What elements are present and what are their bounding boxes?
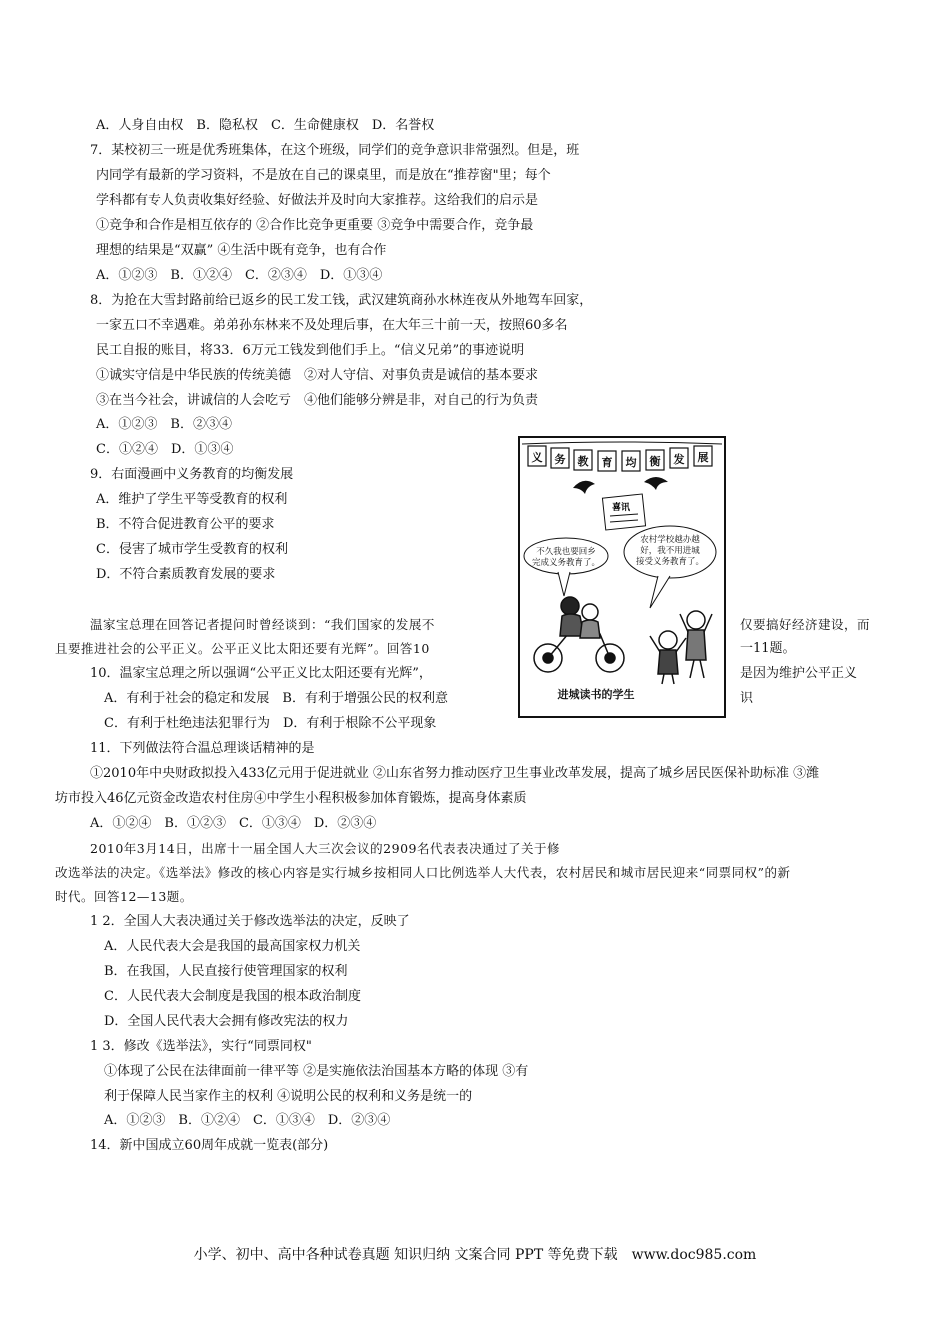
q13-statement-line: ①体现了公民在法律面前一律平等 ②是实施依法治国基本方略的体现 ③有 (104, 1064, 529, 1079)
news-sign (602, 494, 645, 530)
q13-options: A．①②③ B．①②④ C．①③④ D．②③④ (104, 1113, 391, 1128)
q10-options: 识 (740, 691, 754, 706)
banner-char: 发 (673, 453, 685, 466)
q13-stem: 1 3．修改《选举法》，实行“同票同权" (90, 1039, 312, 1054)
q9-option-a: A．维护了学生平等受教育的权利 (96, 492, 288, 507)
speech-left-line: 不久我也要回乡 (536, 547, 596, 557)
q10-options: A．有利于社会的稳定和发展 B．有利于增强公民的权利意 (104, 691, 448, 706)
speech-left-line: 完成义务教育了。 (531, 558, 601, 568)
banner-char: 教 (577, 455, 589, 468)
passage-line: 时代。回答12—13题。 (55, 889, 193, 904)
banner-char: 衡 (649, 455, 661, 468)
q9-option-d: D．不符合素质教育发展的要求 (96, 567, 276, 582)
q7-stem-line: 学科都有专人负责收集好经验、好做法并及时向大家推荐。这给我们的启示是 (96, 193, 539, 208)
q12-option-b: B．在我国，人民直接行使管理国家的权利 (104, 964, 348, 979)
banner-char: 均 (625, 456, 637, 469)
q12-stem: 1 2．全国人大表决通过关于修改选举法的决定，反映了 (90, 914, 410, 929)
q10-options: C．有利于杜绝违法犯罪行为 D．有利于根除不公平现象 (104, 716, 437, 731)
q11-stem: 11．下列做法符合温总理谈话精神的是 (90, 741, 315, 756)
q12-option-d: D．全国人民代表大会拥有修改宪法的权力 (104, 1014, 349, 1029)
q8-statement-line: ①诚实守信是中华民族的传统美德 ②对人守信、对事负责是诚信的基本要求 (96, 368, 539, 383)
q8-stem-line: 一家五口不幸遇难。弟弟孙东林来不及处理后事，在大年三十前一天，按照60多名 (96, 318, 568, 333)
q9-stem: 9．右面漫画中义务教育的均衡发展 (90, 467, 294, 482)
passage-line: 温家宝总理在回答记者提问时曾经谈到：“我们国家的发展不 (90, 617, 435, 632)
speech-right-line: 农村学校越办越 (640, 535, 700, 545)
q7-statement-line: ①竞争和合作是相互依存的 ②合作比竞争更重要 ③竞争中需要合作，竞争最 (96, 218, 534, 233)
banner-char: 务 (554, 453, 566, 466)
q8-statement-line: ③在当今社会，讲诚信的人会吃亏 ④他们能够分辨是非，对自己的行为负责 (96, 393, 539, 408)
education-cartoon (518, 436, 726, 718)
q8-stem-line: 民工自报的账目，将33．6万元工钱发到他们手上。“信义兄弟”的事迹说明 (96, 343, 525, 358)
q7-statement-line: 理想的结果是“双赢” ④生活中既有竞争，也有合作 (96, 243, 387, 258)
q7-stem-line: 7．某校初三一班是优秀班集体，在这个班级，同学们的竞争意识非常强烈。但是，班 (90, 143, 580, 158)
banner-char: 展 (697, 451, 709, 464)
passage-line: 且要推进社会的公平正义。公平正义比太阳还要有光辉”。回答10 (55, 641, 430, 656)
cartoon-caption: 进城读书的学生 (557, 688, 635, 701)
q11-statement-line: ①2010年中央财政拟投入433亿元用于促进就业 ②山东省努力推动医疗卫生事业改革发展，提高了城乡居民医保补助标准 ③潍 (90, 766, 820, 781)
speech-right-line: 接受义务教育了。 (635, 557, 705, 567)
speech-right-line: 好，我不用进城 (640, 546, 700, 556)
q12-option-c: C．人民代表大会制度是我国的根本政治制度 (104, 989, 361, 1004)
passage-line: 一11题。 (740, 641, 796, 656)
q9-option-b: B．不符合促进教育公平的要求 (96, 517, 275, 532)
q7-stem-line: 内同学有最新的学习资料，不是放在自己的课桌里，而是放在“推荐窗"里；每个 (96, 168, 551, 183)
q6-options: A．人身自由权 B．隐私权 C．生命健康权 D．名誉权 (96, 118, 435, 133)
q8-options: A．①②③ B．②③④ (96, 417, 232, 432)
banner-char: 育 (601, 456, 613, 469)
page-footer: 小学、初中、高中各种试卷真题 知识归纳 文案合同 PPT 等免费下载 www.doc985.com (193, 1247, 757, 1263)
q8-stem-line: 8．为抢在大雪封路前给已返乡的民工发工钱，武汉建筑商孙水林连夜从外地驾车回家， (90, 293, 593, 308)
passage-line: 改选举法的决定。《选举法》修改的核心内容是实行城乡按相同人口比例选举人大代表，农村居民和城市居民迎来“同票同权”的新 (55, 865, 791, 880)
q10-stem: 10．温家宝总理之所以强调“公平正义比太阳还要有光辉”， (90, 666, 432, 681)
q7-options: A．①②③ B．①②④ C．②③④ D．①③④ (96, 268, 383, 283)
q11-statement-line: 坊市投入46亿元资金改造农村住房④中学生小程积极参加体育锻炼，提高身体素质 (55, 791, 527, 806)
svg-text:喜讯: 喜讯 (611, 503, 631, 513)
q14-stem: 14．新中国成立60周年成就一览表(部分) (90, 1138, 329, 1153)
passage-line: 2010年3月14日，出席十一届全国人大三次会议的2909名代表表决通过了关于修 (90, 841, 560, 856)
q9-option-c: C．侵害了城市学生受教育的权利 (96, 542, 288, 557)
passage-line: 仅要搞好经济建设，而 (740, 617, 871, 632)
banner-char: 义 (531, 451, 543, 464)
q8-options: C．①②④ D．①③④ (96, 442, 234, 457)
q10-stem: 是因为维护公平正义 (740, 666, 858, 681)
q13-statement-line: 利于保障人民当家作主的权利 ④说明公民的权利和义务是统一的 (104, 1089, 473, 1104)
q12-option-a: A．人民代表大会是我国的最高国家权力机关 (104, 939, 361, 954)
q11-options: A．①②④ B．①②③ C．①③④ D．②③④ (90, 816, 377, 831)
